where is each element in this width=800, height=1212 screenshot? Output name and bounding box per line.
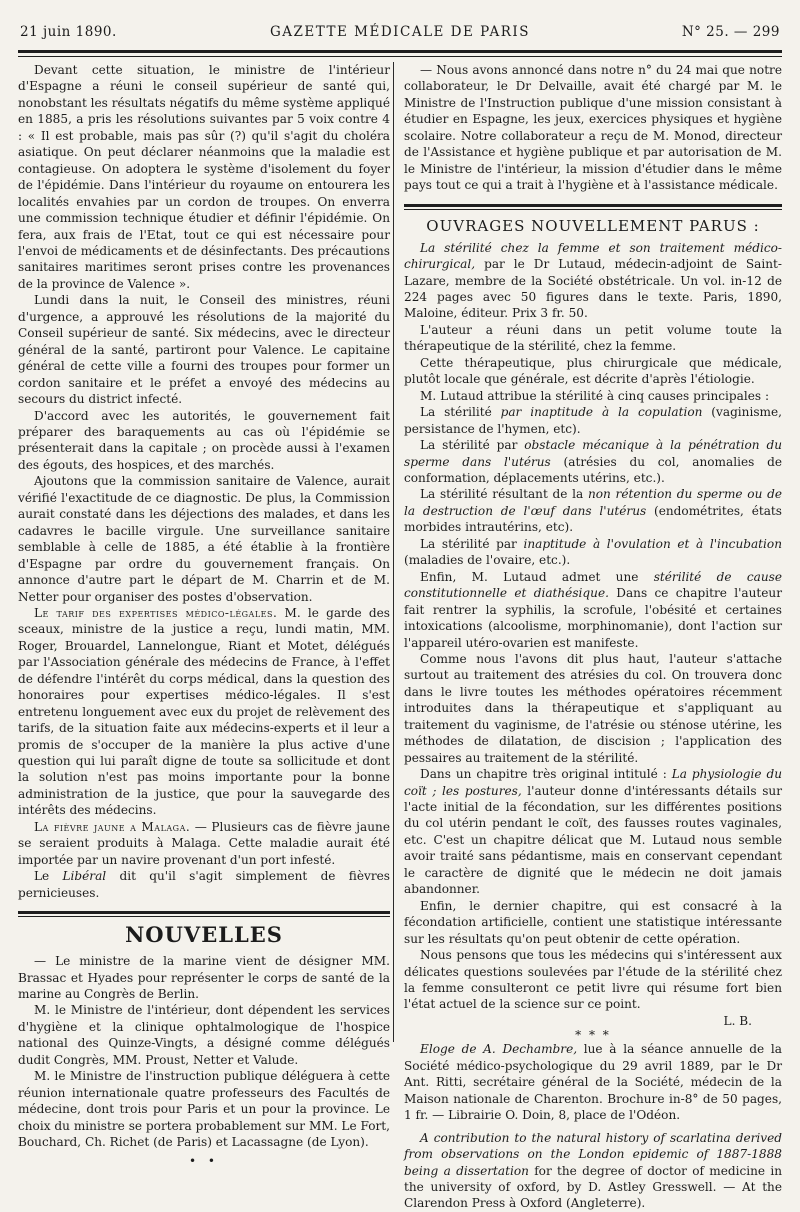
section-rule-thick (18, 911, 390, 914)
paragraph-text: M. le garde des sceaux, ministre de la justice a reçu, lundi matin, MM. Roger, Brouardel, Lannelongue, Riant et Motet, délégués par l'Association générale des médecins de France, à l'effet de défendre l'intérêt du corps médical, dans la question des honoraires pour expertises médico-légales. Il s'est entretenu longuement avec eux du projet de relèvement des tarifs, de la situation faite aux médecins-experts et il leur a promis de s'occuper de la manière la plus active d'une question qui lui paraît digne de toute sa sollicitude et dont la solution n'est pas moins importante pour la bonne administration de la justice, que pour la sauvegarde des intérêts des médecins. (18, 605, 390, 818)
news-paragraph: — Le ministre de la marine vient de désigner MM. Brassac et Hyades pour représenter le corps de santé de la marine au Congrès de Berlin. (18, 954, 390, 1002)
review-paragraph: L'auteur a réuni dans un petit volume toute la thérapeutique de la stérilité, chez la femme. (404, 322, 782, 354)
nouvelles-heading: NOUVELLES (125, 922, 283, 948)
book-title: A contribution to the natural history of scarlatina derived from observations on the London epidemic of 1887-1888 being a dissertation (404, 1130, 782, 1178)
review-paragraph (404, 404, 782, 437)
paragraph-text: (maladies de l'ovaire, etc.). (404, 553, 571, 568)
review-paragraph: M. Lutaud attribue la stérilité à cinq causes principales : (420, 388, 770, 403)
paragraph-text: Dans ce chapitre l'auteur fait rentrer la syphilis, la scrofule, l'obésité et certaines intoxications (alcoolisme, morphinomanie), dont l'action sur l'appareil utéro-ovarien est manifeste. (404, 586, 783, 650)
article-paragraph: — Nous avons annoncé dans notre n° du 24 mai que notre collaborateur, le Dr Delvaille, avait été chargé par M. le Ministre de l'Instruction publique d'une mission consistant à étudier en Espagne, les jeux, exercices physiques et hygiène scolaire. Notre collaborateur a reçu de M. Monod, directeur de l'Assistance et hygiène publique et par autorisation de M. le Ministre de l'intérieur, la mission d'étudier dans le même pays tout ce qui a trait à l'hygiène et à l'assistance médicale. (404, 63, 782, 193)
section-rule-thick (404, 204, 782, 207)
paragraph-text: Enfin, M. Lutaud admet une (420, 569, 654, 584)
fievre-jaune-paragraph (18, 819, 390, 868)
page-header (20, 24, 780, 48)
paragraph-text: (endométrites, états morbides intrautérins, etc). (404, 503, 782, 535)
header-rule-thin (18, 56, 782, 57)
paragraph-text: La stérilité résultant de la (420, 487, 588, 502)
paragraph-text: dit qu'il s'agit simplement de fièvres pernicieuses. (18, 869, 390, 900)
review-paragraph: Nous pensons que tous les médecins qui s'intéressent aux délicates questions soulevées par l'étude de la stérilité chez la femme consulteront ce petit livre qui résume fort bien l'état actuel de la science sur ce point. (404, 948, 782, 1012)
paragraph-text: La stérilité par (420, 438, 525, 453)
review-signature: L. B. (723, 1013, 752, 1028)
paragraph-text: par le Dr Lutaud, médecin-adjoint de Saint-Lazare, membre de la Société obstétricale. Un vol. in-12 de 224 pages avec 50 figures dans le texte. Paris, 1890, Maloine, éditeur. Prix 3 fr. 50. (404, 257, 782, 321)
paragraph-text: — Plusieurs cas de fièvre jaune se seraient produits à Malaga. Cette maladie aurait été importée par un navire provenant d'un port infesté. (18, 819, 391, 867)
section-lead: Le tarif des expertises médico-légales. (34, 605, 278, 620)
paragraph-text: Dans un chapitre très original intitulé : (420, 767, 672, 782)
liberal-paragraph (18, 868, 390, 901)
article-paragraph: Lundi dans la nuit, le Conseil des ministres, réuni d'urgence, a approuvé les résolutions de la majorité du Conseil supérieur de santé. Six médecins, avec le directeur général de la santé, partiront pour Valence. Le capitaine général de cette ville a fourni des troupes pour former un cordon sanitaire et le préfet a envoyé des médecins au secours du district infecté. (18, 293, 390, 407)
emphasis-text: inaptitude à l'ovulation et à l'incubation (523, 536, 782, 551)
news-paragraph: M. le Ministre de l'intérieur, dont dépendent les services d'hygiène et la clinique ophtalmologique de l'hospice national des Quinze-Vingts, a désigné comme délégués dudit Congrès, MM. Proust, Netter et Valude. (18, 1003, 390, 1067)
newspaper-title: Libéral (62, 869, 107, 884)
paragraph-text: l'auteur donne d'intéressants détails sur l'acte initial de la fécondation, sur les différentes positions du col utérin pendant le coït, des fausses routes vaginales, etc. C'est un chapitre délicat que M. Lutaud nous semble avoir traité sans pédantisme, mais en conservant cependant le caractère de dignité que le médecin ne doit jamais abandonner. (404, 783, 782, 897)
ouvrages-heading: OUVRAGES NOUVELLEMENT PARUS : (426, 216, 760, 235)
column-divider (393, 62, 394, 1042)
header-rule-thick (18, 50, 782, 53)
section-lead: La fièvre jaune a Malaga. (34, 819, 191, 834)
book-entry (404, 1130, 782, 1212)
right-column (404, 62, 782, 1212)
emphasis-text: obstacle mécanique à la pénétration du sperme dans l'utérus (404, 438, 782, 469)
header-page-number: N° 25. — 299 (681, 24, 780, 40)
emphasis-text: La physiologie du coït ; les postures, (404, 767, 782, 798)
section-rule-thin (404, 209, 782, 210)
paragraph-text: (atrésies du col, anomalies de conformation, déplacements utérins, etc.). (404, 454, 783, 485)
emphasis-text: stérilité de cause constitutionnelle et diathésique. (404, 569, 782, 601)
review-paragraph (404, 486, 782, 535)
review-paragraph (404, 536, 782, 569)
review-paragraph (404, 437, 782, 486)
paragraph-text: Le (34, 869, 63, 884)
paragraph-text: for the degree of doctor of medicine in the university of oxford, by D. Astley Gresswell. — At the Clarendon Press à Oxford (Angleterre). (404, 1163, 783, 1211)
article-paragraph: Ajoutons que la commission sanitaire de Valence, aurait vérifié l'exactitude de ce diagnostic. De plus, la Commission aurait constaté dans les déjections des malades, et dans les cadavres le bacille virgule. Une surveillance sanitaire semblable à celle de 1885, a été établie à la frontière d'Espagne par ordre du gouvernement français. On annonce d'autre part le départ de M. Charrin et de M. Netter pour organiser des postes d'observation. (18, 474, 390, 604)
end-ornament: • • (189, 1153, 219, 1168)
tarif-expertises-paragraph (18, 605, 390, 819)
paragraph-text: (vaginisme, persistance de l'hymen, etc). (404, 405, 783, 436)
section-rule-thin (18, 916, 390, 917)
book-title: Eloge de A. Dechambre, (420, 1042, 578, 1057)
paragraph-text: La stérilité (420, 405, 501, 420)
emphasis-text: par inaptitude à la copulation (500, 405, 703, 420)
review-paragraph: Comme nous l'avons dit plus haut, l'auteur s'attache surtout au traitement des atrésies du col. On trouvera donc dans le livre toutes les méthodes opératoires récemment introduites dans la thérapeutique et s'appliquant au traitement du vaginisme, de l'atrésie ou sténose utérine, les méthodes de dilatation, de discision ; l'application des pessaires au traitement de la stérilité. (404, 651, 782, 765)
header-date: 21 juin 1890. (20, 24, 117, 40)
review-paragraph (404, 569, 782, 651)
article-paragraph: D'accord avec les autorités, le gouvernement fait préparer des baraquements au cas où l'épidémie se présenterait dans la capitale ; on procède aussi à l'examen des égouts, des hospices, et des marchés. (18, 408, 390, 472)
emphasis-text: non rétention du sperme ou de la destruction de l'œuf dans l'utérus (404, 487, 782, 518)
book-entry (404, 240, 782, 322)
review-paragraph: Cette thérapeutique, plus chirurgicale que médicale, plutôt locale que générale, est décrite d'après l'étiologie. (404, 355, 782, 387)
left-column (18, 62, 390, 1169)
review-paragraph (404, 766, 782, 898)
article-paragraph: Devant cette situation, le ministre de l'intérieur d'Espagne a réuni le conseil supérieur de santé qui, nonobstant les résultats négatifs du même système appliqué en 1885, a pris les résolutions suivantes par 5 voix contre 4 : « Il est probable, mais pas sûr (?) qu'il s'agit du choléra asiatique. On peut déclarer néanmoins que la maladie est contagieuse. On adoptera le système d'isolement du foyer de l'épidémie. Dans l'intérieur du royaume on entourera les localités envahies par un cordon de troupes. On enverra une commission technique étudier et définir l'épidémie. On fera, aux frais de l'Etat, tout ce qui est nécessaire pour l'envoi de médicaments et de désinfectants. Des précautions sanitaires maritimes seront prises contre les provenances de la province de Valence ». (18, 63, 390, 291)
section-stars: * * * (575, 1028, 611, 1043)
news-paragraph: M. le Ministre de l'instruction publique déléguera à cette réunion internationale quatre professeurs des Facultés de médecine, dont trois pour Paris et un pour la province. Le choix du ministre se portera probablement sur MM. Le Fort, Bouchard, Ch. Richet (de Paris) et Lacassagne (de Lyon). (18, 1069, 390, 1150)
book-title: La stérilité chez la femme et son traitement médico-chirurgical, (404, 240, 782, 272)
header-journal-title: GAZETTE MÉDICALE DE PARIS (269, 24, 530, 40)
book-entry (404, 1041, 782, 1123)
review-paragraph: Enfin, le dernier chapitre, qui est consacré à la fécondation artificielle, contient une statistique intéressante sur les résultats qu'on peut obtenir de cette opération. (404, 898, 782, 946)
paragraph-text: La stérilité par (420, 536, 524, 551)
paragraph-text: lue à la séance annuelle de la Société médico-psychologique du 29 avril 1889, par le Dr Ant. Ritti, secrétaire général de la Société, médecin de la Maison nationale de Charenton. Brochure in-8° de 50 pages, 1 fr. — Librairie O. Doin, 8, place de l'Odéon. (404, 1042, 782, 1123)
